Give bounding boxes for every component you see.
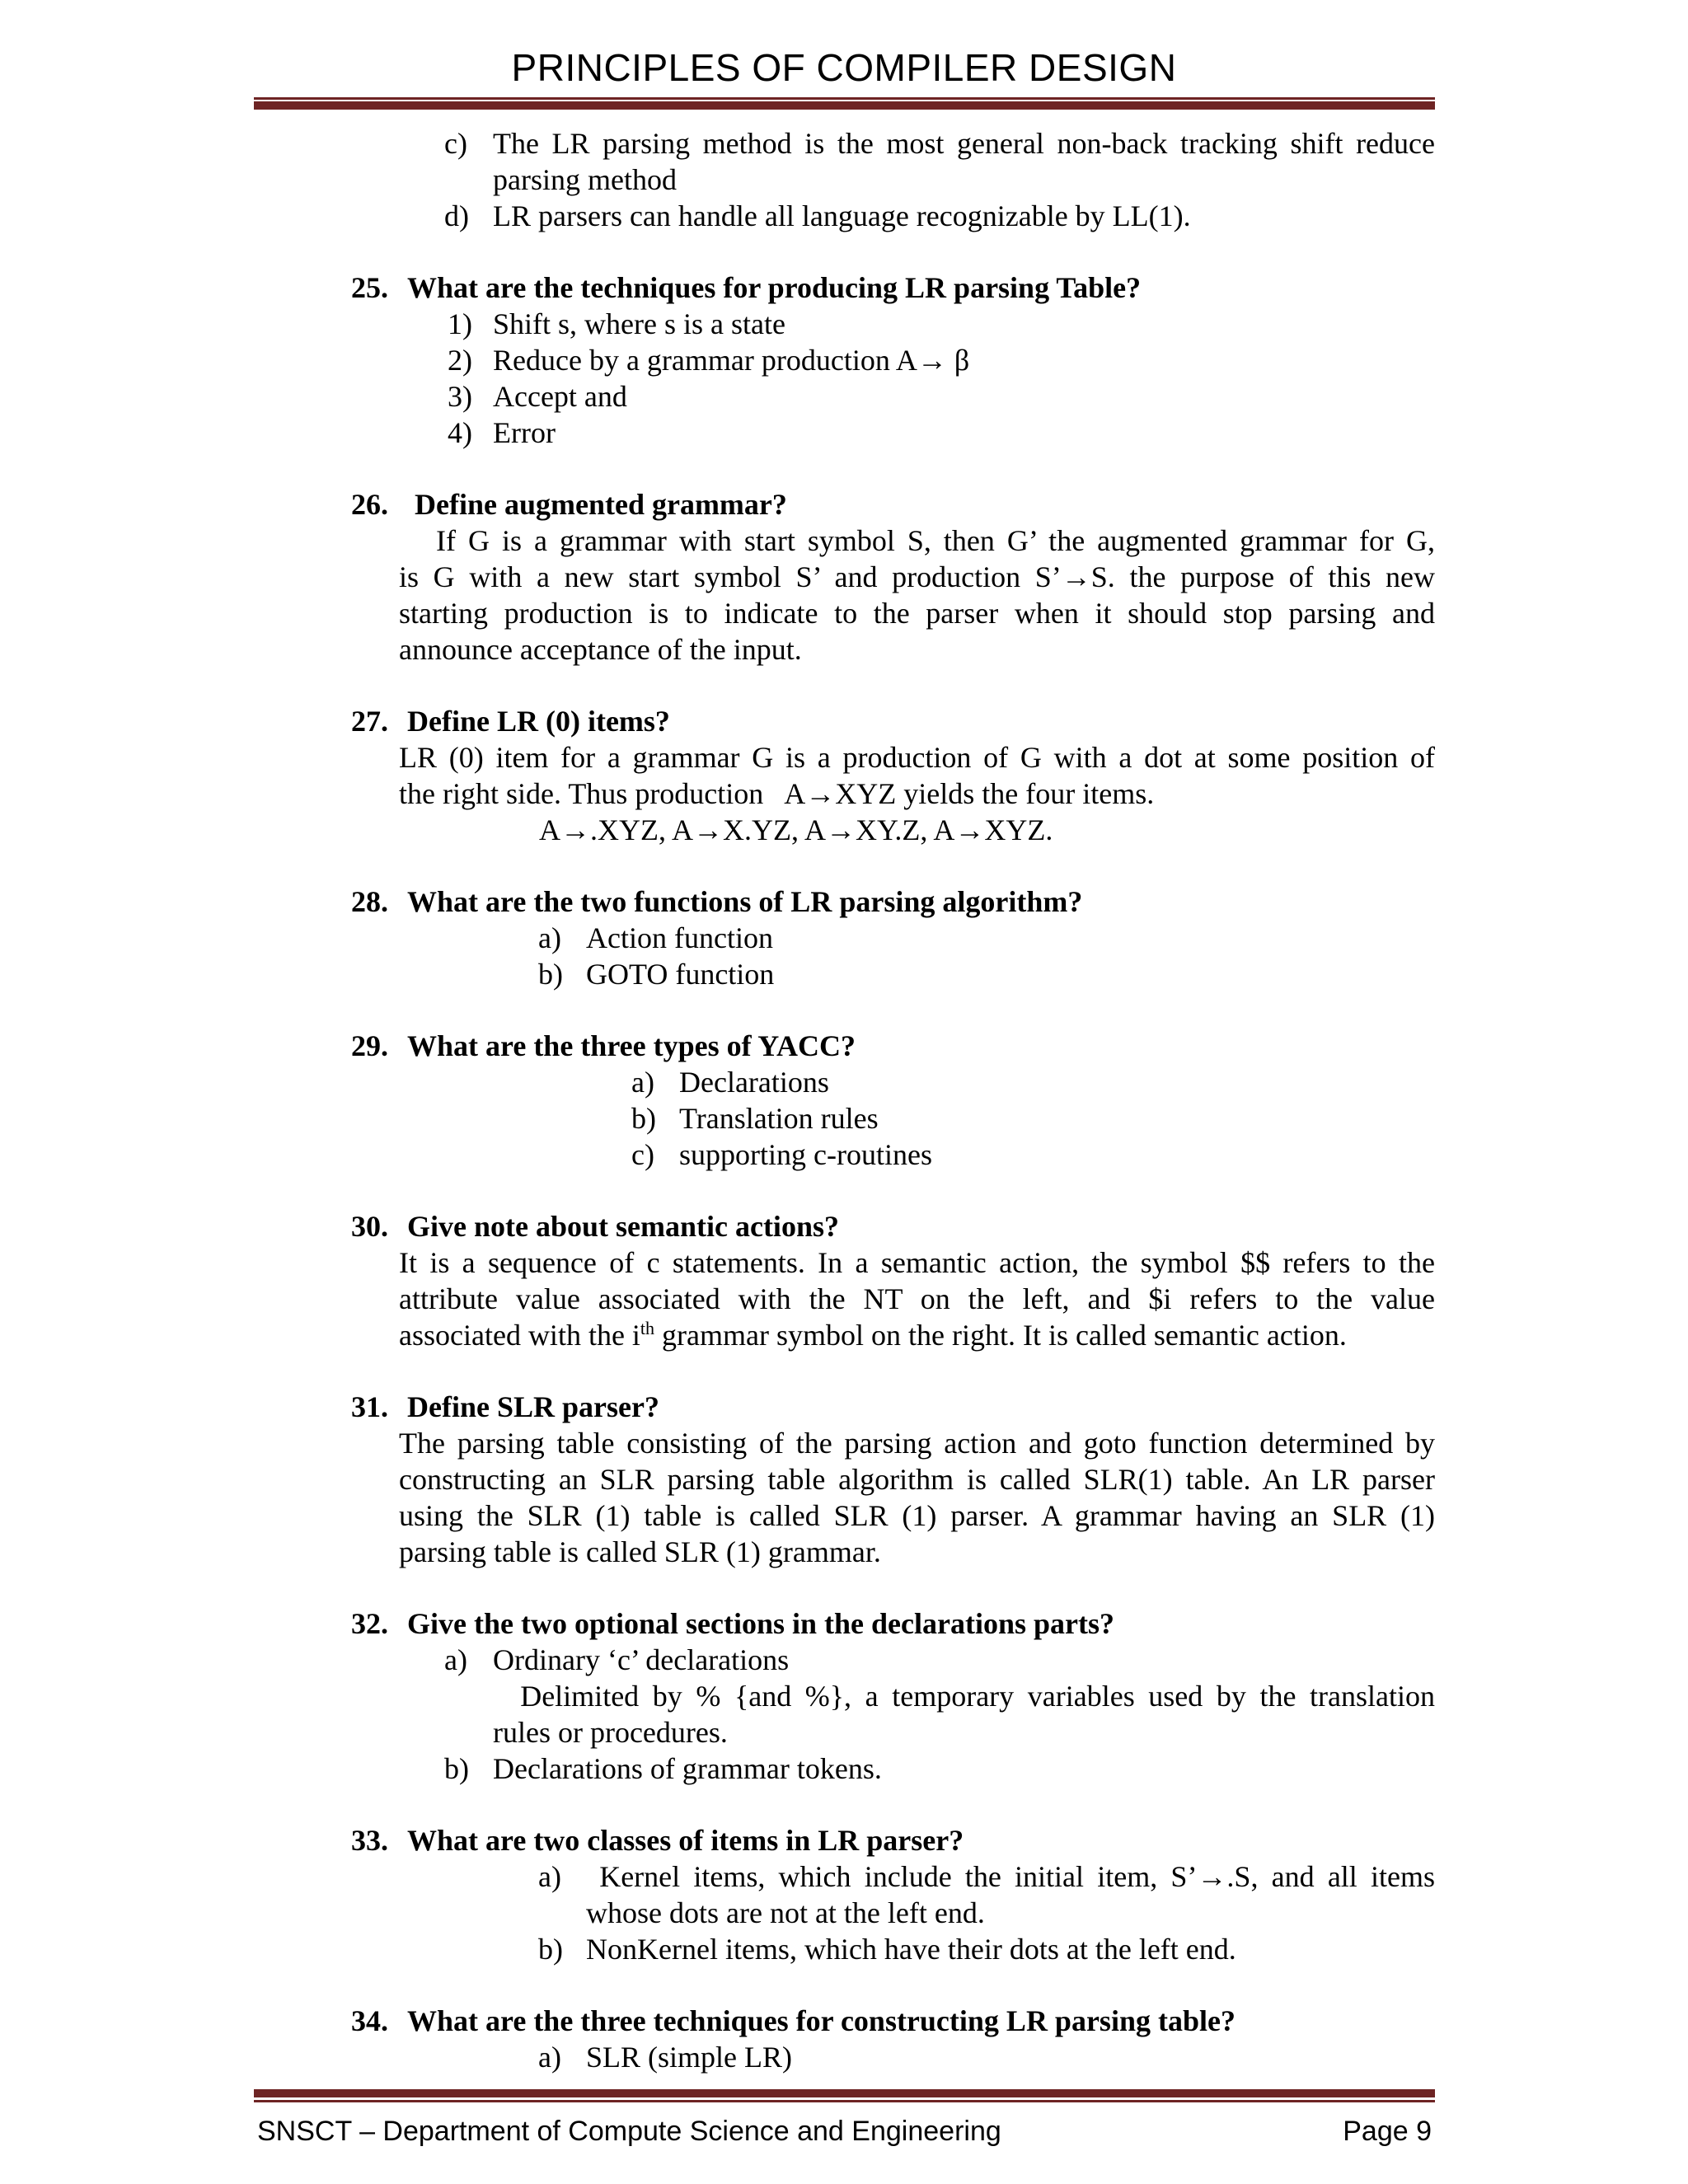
list-item: a) Declarations [631, 1066, 829, 1099]
list-item: b) Declarations of grammar tokens. [444, 1752, 882, 1785]
list-item: b) NonKernel items, which have their dots at the left end. [538, 1933, 1236, 1966]
list-item: 2) Reduce by a grammar production A→ β [448, 344, 970, 377]
list-item: a) SLR (simple LR) [538, 2041, 792, 2074]
header-rule-thin [254, 97, 1435, 100]
page-header-title: PRINCIPLES OF COMPILER DESIGN [511, 46, 1177, 89]
paragraph-line: the right side. Thus production A→XYZ yields the four items. [399, 777, 1155, 810]
header-rule-thick [254, 101, 1435, 110]
paragraph-line: It is a sequence of c statements. In a semantic action, the symbol $$ refers to the [399, 1246, 1435, 1279]
list-item-description: Delimited by % {and %}, a temporary variables used by the translation [493, 1680, 1436, 1713]
list-item: d) LR parsers can handle all language recognizable by LL(1). [444, 199, 1191, 232]
list-item-continuation: whose dots are not at the left end. [586, 1896, 985, 1929]
list-item: 1) Shift s, where s is a state [448, 307, 785, 340]
paragraph-line: constructing an SLR parsing table algorithm is called SLR(1) table. An LR parser [399, 1463, 1435, 1496]
footer-department: SNSCT – Department of Compute Science and Engineering [257, 2116, 1001, 2147]
paragraph-line: associated with the $i^{th}$ grammar symbol on the right. It is called semantic action. [399, 1318, 1347, 1352]
page-footer [257, 2116, 1432, 2148]
question-heading: 27. Define LR (0) items? [351, 705, 670, 738]
question-heading: 33. What are two classes of items in LR parser? [351, 1824, 964, 1857]
list-item-description: rules or procedures. [493, 1716, 728, 1749]
paragraph-line: The parsing table consisting of the parsing action and goto function determined by [399, 1427, 1435, 1460]
question-heading: 31. Define SLR parser? [351, 1390, 659, 1423]
question-heading: 25. What are the techniques for producing LR parsing Table? [351, 271, 1142, 304]
footer-rule-thick [254, 2089, 1435, 2097]
question-heading: 26. Define augmented grammar? [351, 488, 787, 521]
list-item: b) GOTO function [538, 958, 775, 991]
paragraph-line: starting production is to indicate to the parser when it should stop parsing and [399, 597, 1435, 630]
list-item: 4) Error [448, 416, 556, 449]
list-item: b) Translation rules [631, 1102, 879, 1135]
list-item-continuation: parsing method [493, 163, 677, 196]
question-heading: 30. Give note about semantic actions? [351, 1210, 839, 1243]
list-item: c) The LR parsing method is the most general non-back tracking shift reduce [444, 127, 1435, 160]
list-item: c) supporting c-routines [631, 1138, 932, 1171]
paragraph-line: parsing table is called SLR (1) grammar. [399, 1535, 881, 1568]
list-item: a) Ordinary ‘c’ declarations [444, 1643, 790, 1676]
paragraph-line: announce acceptance of the input. [399, 633, 802, 666]
footer-page-number: Page 9 [1343, 2116, 1432, 2147]
items-example-line: A→.XYZ, A→X.YZ, A→XY.Z, A→XYZ. [539, 813, 1053, 846]
list-item: 3) Accept and [448, 380, 627, 413]
footer-rule-thin [254, 2100, 1435, 2102]
paragraph-line: If G is a grammar with start symbol S, then G’ the augmented grammar for G, [399, 524, 1436, 557]
paragraph-line: is G with a new start symbol S’ and production S’→S. the purpose of this new [399, 560, 1435, 593]
paragraph-line: LR (0) item for a grammar G is a production of G with a dot at some position of [399, 741, 1435, 774]
list-item: a) Kernel items, which include the initial item, S’→.S, and all items [538, 1860, 1435, 1893]
paragraph-line: attribute value associated with the NT on the left, and $i refers to the value [399, 1282, 1435, 1315]
list-item: a) Action function [538, 921, 773, 954]
question-heading: 28. What are the two functions of LR parsing algorithm? [351, 885, 1083, 918]
paragraph-line: using the SLR (1) table is called SLR (1) parser. A grammar having an SLR (1) [399, 1499, 1435, 1532]
page-content [0, 125, 1688, 2075]
question-heading: 34. What are the three techniques for constructing LR parsing table? [351, 2004, 1236, 2037]
question-heading: 29. What are the three types of YACC? [351, 1029, 856, 1062]
question-heading: 32. Give the two optional sections in the declarations parts? [351, 1607, 1114, 1640]
